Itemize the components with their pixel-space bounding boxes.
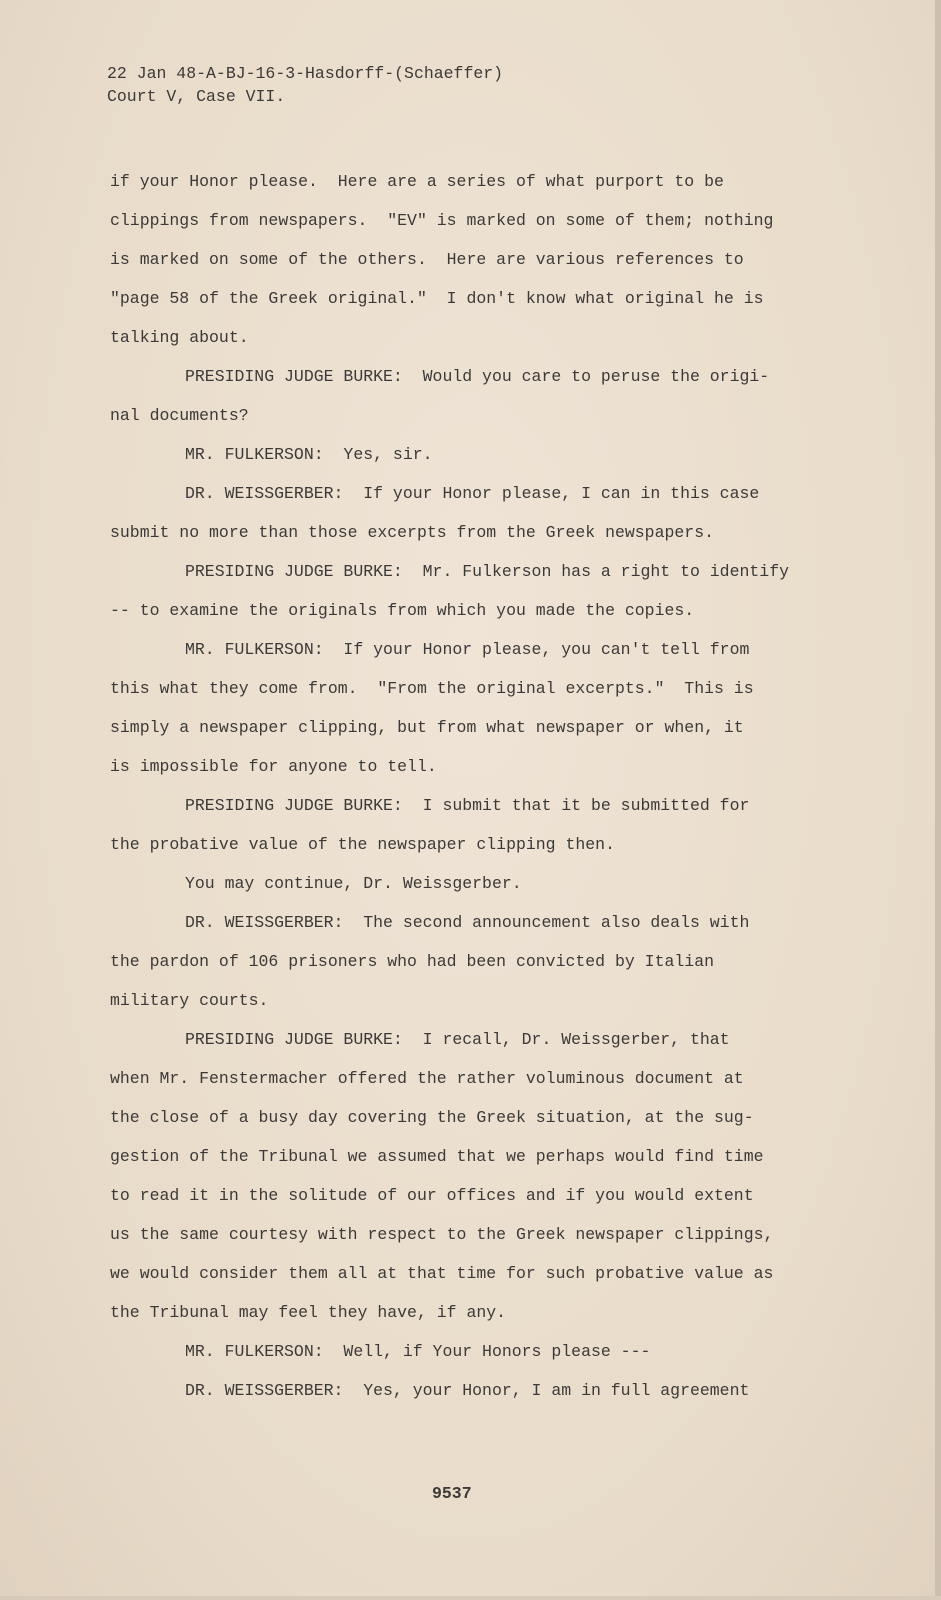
transcript-line: DR. WEISSGERBER: Yes, your Honor, I am in full agreement (185, 1381, 750, 1400)
transcript-line: MR. FULKERSON: Well, if Your Honors please --- (185, 1342, 651, 1361)
transcript-line: if your Honor please. Here are a series of what purport to be (110, 172, 724, 191)
transcript-line: MR. FULKERSON: If your Honor please, you can't tell from (185, 640, 750, 659)
page-edge-bottom (0, 1596, 941, 1600)
transcript-line: to read it in the solitude of our offices and if you would extent (110, 1186, 754, 1205)
transcript-line: clippings from newspapers. "EV" is marked on some of them; nothing (110, 211, 774, 230)
page-number: 9537 (432, 1484, 472, 1503)
transcript-line: this what they come from. "From the original excerpts." This is (110, 679, 754, 698)
transcript-line: gestion of the Tribunal we assumed that we perhaps would find time (110, 1147, 764, 1166)
transcript-line: nal documents? (110, 406, 249, 425)
transcript-line: the Tribunal may feel they have, if any. (110, 1303, 507, 1322)
transcript-line: DR. WEISSGERBER: If your Honor please, I can in this case (185, 484, 760, 503)
transcript-line: us the same courtesy with respect to the Greek newspaper clippings, (110, 1225, 774, 1244)
transcript-line: You may continue, Dr. Weissgerber. (185, 874, 522, 893)
transcript-line: talking about. (110, 328, 249, 347)
transcript-body (110, 162, 820, 1410)
transcript-line: we would consider them all at that time for such probative value as (110, 1264, 774, 1283)
transcript-line: "page 58 of the Greek original." I don't know what original he is (110, 289, 764, 308)
transcript-line: MR. FULKERSON: Yes, sir. (185, 445, 433, 464)
header-line-2: Court V, Case VII. (107, 87, 286, 106)
transcript-line: PRESIDING JUDGE BURKE: Mr. Fulkerson has a right to identify (185, 562, 789, 581)
transcript-line: when Mr. Fenstermacher offered the rather voluminous document at (110, 1069, 744, 1088)
page-edge-right (935, 0, 941, 1600)
transcript-line: the probative value of the newspaper clipping then. (110, 835, 615, 854)
transcript-line: PRESIDING JUDGE BURKE: I recall, Dr. Weissgerber, that (185, 1030, 730, 1049)
transcript-line: PRESIDING JUDGE BURKE: Would you care to peruse the origi- (185, 367, 770, 386)
transcript-line: military courts. (110, 991, 269, 1010)
transcript-line: PRESIDING JUDGE BURKE: I submit that it be submitted for (185, 796, 750, 815)
transcript-line: submit no more than those excerpts from the Greek newspapers. (110, 523, 714, 542)
document-header (107, 62, 503, 108)
transcript-line: the close of a busy day covering the Greek situation, at the sug- (110, 1108, 754, 1127)
transcript-line: DR. WEISSGERBER: The second announcement also deals with (185, 913, 750, 932)
transcript-line: is marked on some of the others. Here are various references to (110, 250, 744, 269)
transcript-line: -- to examine the originals from which you made the copies. (110, 601, 695, 620)
transcript-line: the pardon of 106 prisoners who had been convicted by Italian (110, 952, 714, 971)
transcript-line: is impossible for anyone to tell. (110, 757, 437, 776)
transcript-line: simply a newspaper clipping, but from what newspaper or when, it (110, 718, 744, 737)
header-line-1: 22 Jan 48-A-BJ-16-3-Hasdorff-(Schaeffer) (107, 64, 504, 83)
